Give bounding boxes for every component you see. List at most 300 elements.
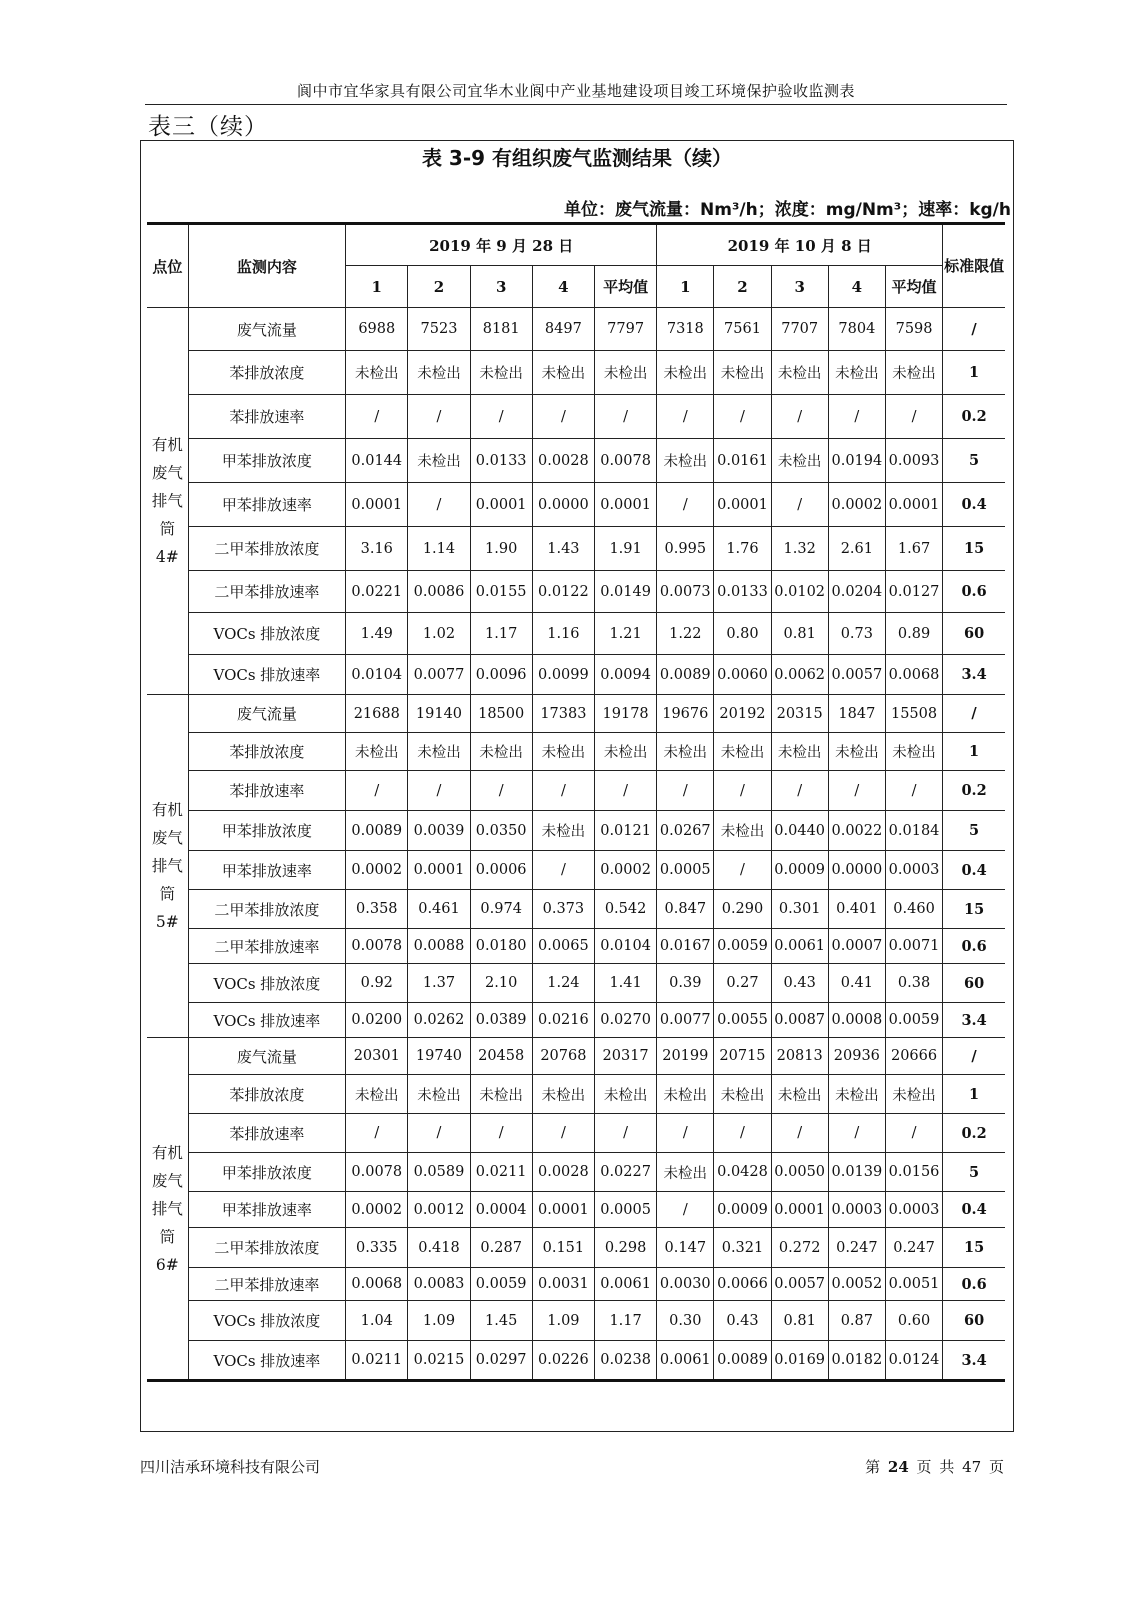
table-row: [147, 1075, 1005, 1114]
column-header-sample: 1: [346, 266, 408, 308]
value-cell: 未检出: [771, 351, 828, 395]
table-row: [147, 1153, 1005, 1192]
value-cell: 0.0086: [408, 571, 470, 613]
value-cell: 未检出: [714, 351, 771, 395]
value-cell: 0.287: [470, 1228, 532, 1268]
value-cell: 1.32: [771, 527, 828, 571]
value-cell: 未检出: [408, 351, 470, 395]
limit-cell: 0.2: [943, 395, 1005, 439]
column-header-point: 点位: [147, 224, 188, 308]
value-cell: 1.14: [408, 527, 470, 571]
item-label-cell: 二甲苯排放浓度: [188, 890, 346, 929]
table-row: [147, 1192, 1005, 1228]
limit-cell: 1: [943, 733, 1005, 771]
item-label-cell: 废气流量: [188, 308, 346, 351]
limit-cell: 5: [943, 439, 1005, 483]
item-label-cell: 甲苯排放速率: [188, 851, 346, 890]
value-cell: 0.0078: [346, 929, 408, 964]
limit-cell: /: [943, 695, 1005, 733]
item-label-cell: VOCs 排放速率: [188, 1003, 346, 1038]
value-cell: 1.21: [594, 613, 656, 655]
value-cell: /: [470, 1114, 532, 1153]
limit-cell: 60: [943, 1301, 1005, 1341]
item-label-cell: VOCs 排放浓度: [188, 613, 346, 655]
table-row: [147, 613, 1005, 655]
value-cell: 0.0028: [532, 439, 594, 483]
limit-cell: 0.2: [943, 771, 1005, 811]
value-cell: 1.43: [532, 527, 594, 571]
value-cell: 未检出: [594, 733, 656, 771]
table-row: [147, 308, 1005, 351]
value-cell: 1.17: [594, 1301, 656, 1341]
column-header-sample: 4: [532, 266, 594, 308]
value-cell: 0.0182: [828, 1341, 885, 1381]
limit-cell: 5: [943, 1153, 1005, 1192]
value-cell: /: [828, 1114, 885, 1153]
value-cell: 未检出: [532, 1075, 594, 1114]
value-cell: 1.45: [470, 1301, 532, 1341]
value-cell: 0.0012: [408, 1192, 470, 1228]
value-cell: 0.0001: [470, 483, 532, 527]
table-row: [147, 1301, 1005, 1341]
value-cell: 0.0211: [346, 1341, 408, 1381]
value-cell: 未检出: [346, 1075, 408, 1114]
value-cell: 0.0221: [346, 571, 408, 613]
value-cell: 0.0039: [408, 811, 470, 851]
value-cell: 未检出: [828, 351, 885, 395]
value-cell: 1.02: [408, 613, 470, 655]
value-cell: 1.04: [346, 1301, 408, 1341]
value-cell: 1.16: [532, 613, 594, 655]
value-cell: 未检出: [408, 439, 470, 483]
value-cell: 0.0055: [714, 1003, 771, 1038]
value-cell: /: [657, 395, 714, 439]
value-cell: 0.0005: [594, 1192, 656, 1228]
value-cell: /: [714, 851, 771, 890]
value-cell: /: [408, 395, 470, 439]
value-cell: 0.0068: [346, 1268, 408, 1301]
value-cell: 1.17: [470, 613, 532, 655]
value-cell: 0.81: [771, 613, 828, 655]
limit-cell: 0.4: [943, 483, 1005, 527]
value-cell: 20315: [771, 695, 828, 733]
value-cell: 0.0059: [714, 929, 771, 964]
value-cell: 0.418: [408, 1228, 470, 1268]
value-cell: /: [346, 771, 408, 811]
value-cell: 0.60: [885, 1301, 942, 1341]
value-cell: /: [470, 395, 532, 439]
value-cell: 0.247: [885, 1228, 942, 1268]
value-cell: 0.0077: [408, 655, 470, 695]
value-cell: 0.0124: [885, 1341, 942, 1381]
value-cell: 1.76: [714, 527, 771, 571]
table-row: [147, 771, 1005, 811]
value-cell: 20715: [714, 1038, 771, 1075]
value-cell: 0.0096: [470, 655, 532, 695]
value-cell: 7707: [771, 308, 828, 351]
value-cell: 15508: [885, 695, 942, 733]
value-cell: /: [771, 771, 828, 811]
page-total: 47: [962, 1458, 982, 1476]
value-cell: 0.272: [771, 1228, 828, 1268]
page-suffix: 页: [988, 1458, 1004, 1476]
value-cell: 0.0030: [657, 1268, 714, 1301]
item-label-cell: 苯排放浓度: [188, 733, 346, 771]
table-title: 表 3-9 有组织废气监测结果（续）: [421, 146, 733, 170]
table-row: [147, 483, 1005, 527]
value-cell: 未检出: [885, 1075, 942, 1114]
value-cell: 未检出: [828, 1075, 885, 1114]
value-cell: 8181: [470, 308, 532, 351]
column-header-sample: 3: [771, 266, 828, 308]
table-row: [147, 851, 1005, 890]
value-cell: 0.39: [657, 964, 714, 1003]
value-cell: 20936: [828, 1038, 885, 1075]
value-cell: 0.0007: [828, 929, 885, 964]
value-cell: 0.0001: [714, 483, 771, 527]
footer-page-info: [865, 1456, 1004, 1477]
value-cell: 未检出: [657, 351, 714, 395]
value-cell: 0.0059: [885, 1003, 942, 1038]
value-cell: 7804: [828, 308, 885, 351]
value-cell: 未检出: [657, 439, 714, 483]
table-row: [147, 571, 1005, 613]
value-cell: /: [885, 1114, 942, 1153]
value-cell: 20301: [346, 1038, 408, 1075]
value-cell: 0.0088: [408, 929, 470, 964]
value-cell: 0.0262: [408, 1003, 470, 1038]
value-cell: 0.73: [828, 613, 885, 655]
value-cell: 0.0180: [470, 929, 532, 964]
limit-cell: 3.4: [943, 1003, 1005, 1038]
value-cell: 0.43: [771, 964, 828, 1003]
item-label-cell: 苯排放浓度: [188, 351, 346, 395]
item-label-cell: 甲苯排放速率: [188, 1192, 346, 1228]
table-row: [147, 1341, 1005, 1381]
value-cell: 0.92: [346, 964, 408, 1003]
monitoring-table: [147, 222, 1005, 1382]
value-cell: /: [408, 483, 470, 527]
value-cell: 0.0161: [714, 439, 771, 483]
item-label-cell: 二甲苯排放速率: [188, 571, 346, 613]
value-cell: 0.30: [657, 1301, 714, 1341]
value-cell: 0.0440: [771, 811, 828, 851]
value-cell: /: [714, 1114, 771, 1153]
value-cell: 0.0149: [594, 571, 656, 613]
value-cell: 未检出: [594, 1075, 656, 1114]
value-cell: 0.0008: [828, 1003, 885, 1038]
value-cell: 0.298: [594, 1228, 656, 1268]
value-cell: 0.0204: [828, 571, 885, 613]
value-cell: 0.0156: [885, 1153, 942, 1192]
value-cell: 0.81: [771, 1301, 828, 1341]
value-cell: 0.27: [714, 964, 771, 1003]
value-cell: 未检出: [657, 733, 714, 771]
value-cell: 0.38: [885, 964, 942, 1003]
value-cell: 1.24: [532, 964, 594, 1003]
value-cell: 0.0227: [594, 1153, 656, 1192]
value-cell: 1.49: [346, 613, 408, 655]
limit-cell: 60: [943, 613, 1005, 655]
value-cell: 1.67: [885, 527, 942, 571]
value-cell: 0.0003: [828, 1192, 885, 1228]
value-cell: 0.0002: [828, 483, 885, 527]
value-cell: 0.0169: [771, 1341, 828, 1381]
column-header-sample: 3: [470, 266, 532, 308]
value-cell: 0.0000: [532, 483, 594, 527]
value-cell: /: [346, 395, 408, 439]
value-cell: 0.80: [714, 613, 771, 655]
limit-cell: 3.4: [943, 1341, 1005, 1381]
table-row: [147, 527, 1005, 571]
value-cell: 7561: [714, 308, 771, 351]
limit-cell: 15: [943, 890, 1005, 929]
value-cell: /: [346, 1114, 408, 1153]
value-cell: 0.0003: [885, 851, 942, 890]
item-label-cell: 苯排放浓度: [188, 1075, 346, 1114]
value-cell: 0.0350: [470, 811, 532, 851]
value-cell: 0.974: [470, 890, 532, 929]
value-cell: 20666: [885, 1038, 942, 1075]
value-cell: /: [594, 1114, 656, 1153]
group-point-cell: 有机废气排气筒 5#: [147, 695, 188, 1038]
value-cell: 0.0057: [828, 655, 885, 695]
value-cell: 0.0077: [657, 1003, 714, 1038]
value-cell: 0.461: [408, 890, 470, 929]
limit-cell: 5: [943, 811, 1005, 851]
value-cell: 0.0071: [885, 929, 942, 964]
table-row: [147, 929, 1005, 964]
value-cell: 0.151: [532, 1228, 594, 1268]
value-cell: 20317: [594, 1038, 656, 1075]
value-cell: /: [594, 395, 656, 439]
value-cell: /: [885, 771, 942, 811]
item-label-cell: VOCs 排放浓度: [188, 964, 346, 1003]
value-cell: 0.460: [885, 890, 942, 929]
value-cell: /: [828, 395, 885, 439]
value-cell: 19740: [408, 1038, 470, 1075]
value-cell: 2.61: [828, 527, 885, 571]
value-cell: 0.0002: [346, 1192, 408, 1228]
value-cell: 0.995: [657, 527, 714, 571]
table-row: [147, 733, 1005, 771]
value-cell: 未检出: [885, 733, 942, 771]
group-point-cell: 有机废气排气筒 4#: [147, 308, 188, 695]
column-header-sample: 2: [408, 266, 470, 308]
value-cell: 0.87: [828, 1301, 885, 1341]
value-cell: 0.0238: [594, 1341, 656, 1381]
value-cell: 0.0001: [885, 483, 942, 527]
value-cell: 0.0589: [408, 1153, 470, 1192]
value-cell: 0.0104: [594, 929, 656, 964]
column-header-date2: 2019 年 10 月 8 日: [657, 224, 943, 266]
item-label-cell: 甲苯排放浓度: [188, 1153, 346, 1192]
table-row: [147, 1228, 1005, 1268]
value-cell: 20199: [657, 1038, 714, 1075]
table-row: [147, 1114, 1005, 1153]
value-cell: 0.0052: [828, 1268, 885, 1301]
value-cell: 20192: [714, 695, 771, 733]
limit-cell: 0.4: [943, 1192, 1005, 1228]
value-cell: 0.0028: [532, 1153, 594, 1192]
value-cell: 0.0093: [885, 439, 942, 483]
column-header-sample: 4: [828, 266, 885, 308]
value-cell: 0.0155: [470, 571, 532, 613]
value-cell: 1.37: [408, 964, 470, 1003]
value-cell: 未检出: [714, 733, 771, 771]
value-cell: 0.0133: [714, 571, 771, 613]
value-cell: 0.0139: [828, 1153, 885, 1192]
limit-cell: /: [943, 308, 1005, 351]
value-cell: 未检出: [657, 1153, 714, 1192]
item-label-cell: 苯排放速率: [188, 1114, 346, 1153]
value-cell: 0.0051: [885, 1268, 942, 1301]
value-cell: 0.0078: [346, 1153, 408, 1192]
limit-cell: 60: [943, 964, 1005, 1003]
value-cell: 7797: [594, 308, 656, 351]
value-cell: 0.0001: [346, 483, 408, 527]
value-cell: 0.373: [532, 890, 594, 929]
value-cell: 1.09: [532, 1301, 594, 1341]
value-cell: 未检出: [346, 733, 408, 771]
value-cell: 0.147: [657, 1228, 714, 1268]
page-mid: 页 共: [916, 1458, 955, 1476]
limit-cell: 3.4: [943, 655, 1005, 695]
value-cell: 未检出: [532, 811, 594, 851]
value-cell: 0.0006: [470, 851, 532, 890]
value-cell: 0.335: [346, 1228, 408, 1268]
value-cell: 0.0078: [594, 439, 656, 483]
value-cell: 0.0031: [532, 1268, 594, 1301]
value-cell: 0.0267: [657, 811, 714, 851]
value-cell: 20813: [771, 1038, 828, 1075]
value-cell: /: [714, 771, 771, 811]
table-row: [147, 351, 1005, 395]
item-label-cell: 苯排放速率: [188, 771, 346, 811]
value-cell: 未检出: [470, 733, 532, 771]
limit-cell: 0.6: [943, 929, 1005, 964]
value-cell: 0.0001: [532, 1192, 594, 1228]
value-cell: 未检出: [771, 733, 828, 771]
page-prefix: 第: [865, 1458, 881, 1476]
value-cell: 0.847: [657, 890, 714, 929]
table-row: [147, 395, 1005, 439]
value-cell: 0.0002: [346, 851, 408, 890]
value-cell: 0.0061: [771, 929, 828, 964]
value-cell: /: [532, 395, 594, 439]
value-cell: 2.10: [470, 964, 532, 1003]
value-cell: /: [771, 395, 828, 439]
table-row: [147, 655, 1005, 695]
value-cell: 0.358: [346, 890, 408, 929]
value-cell: 19178: [594, 695, 656, 733]
column-header-sample: 1: [657, 266, 714, 308]
value-cell: 未检出: [885, 351, 942, 395]
value-cell: /: [470, 771, 532, 811]
table-row: [147, 811, 1005, 851]
value-cell: /: [532, 1114, 594, 1153]
value-cell: 0.0184: [885, 811, 942, 851]
limit-cell: 0.4: [943, 851, 1005, 890]
value-cell: 0.0089: [346, 811, 408, 851]
value-cell: 18500: [470, 695, 532, 733]
column-header-average: 平均值: [885, 266, 942, 308]
value-cell: 0.0094: [594, 655, 656, 695]
value-cell: 0.0001: [594, 483, 656, 527]
value-cell: 0.290: [714, 890, 771, 929]
value-cell: 7598: [885, 308, 942, 351]
table-row: [147, 890, 1005, 929]
value-cell: 1.90: [470, 527, 532, 571]
item-label-cell: 二甲苯排放浓度: [188, 527, 346, 571]
value-cell: 未检出: [714, 1075, 771, 1114]
value-cell: 0.0065: [532, 929, 594, 964]
value-cell: 未检出: [408, 1075, 470, 1114]
value-cell: 0.0022: [828, 811, 885, 851]
value-cell: /: [657, 771, 714, 811]
value-cell: 0.0001: [771, 1192, 828, 1228]
value-cell: 0.0122: [532, 571, 594, 613]
table-row: [147, 1268, 1005, 1301]
value-cell: 0.0068: [885, 655, 942, 695]
value-cell: 未检出: [470, 1075, 532, 1114]
item-label-cell: 甲苯排放速率: [188, 483, 346, 527]
value-cell: 0.247: [828, 1228, 885, 1268]
value-cell: 19676: [657, 695, 714, 733]
value-cell: 0.542: [594, 890, 656, 929]
value-cell: 0.0001: [408, 851, 470, 890]
value-cell: 未检出: [346, 351, 408, 395]
item-label-cell: 废气流量: [188, 1038, 346, 1075]
value-cell: /: [828, 771, 885, 811]
value-cell: 0.0002: [594, 851, 656, 890]
column-header-date1: 2019 年 9 月 28 日: [346, 224, 657, 266]
value-cell: 0.0270: [594, 1003, 656, 1038]
limit-cell: 15: [943, 527, 1005, 571]
unit-note: 单位：废气流量：Nm³/h；浓度：mg/Nm³；速率：kg/h: [564, 200, 1011, 220]
value-cell: 0.0104: [346, 655, 408, 695]
value-cell: 0.0216: [532, 1003, 594, 1038]
table-row: [147, 1003, 1005, 1038]
value-cell: 0.0428: [714, 1153, 771, 1192]
value-cell: 19140: [408, 695, 470, 733]
value-cell: 0.0009: [714, 1192, 771, 1228]
column-header-limit: 标准限值: [943, 224, 1005, 308]
value-cell: 0.0003: [885, 1192, 942, 1228]
value-cell: 6988: [346, 308, 408, 351]
value-cell: 未检出: [714, 811, 771, 851]
item-label-cell: 废气流量: [188, 695, 346, 733]
header-row-dates: [147, 224, 1005, 266]
value-cell: 0.0059: [470, 1268, 532, 1301]
value-cell: 8497: [532, 308, 594, 351]
value-cell: /: [594, 771, 656, 811]
limit-cell: 0.6: [943, 571, 1005, 613]
value-cell: 未检出: [532, 733, 594, 771]
value-cell: /: [408, 1114, 470, 1153]
column-header-sample: 2: [714, 266, 771, 308]
value-cell: 0.0061: [657, 1341, 714, 1381]
value-cell: 0.0099: [532, 655, 594, 695]
value-cell: /: [532, 771, 594, 811]
page-number: 24: [887, 1458, 909, 1476]
value-cell: 0.0127: [885, 571, 942, 613]
value-cell: 0.0389: [470, 1003, 532, 1038]
value-cell: 7318: [657, 308, 714, 351]
value-cell: 0.301: [771, 890, 828, 929]
value-cell: 21688: [346, 695, 408, 733]
item-label-cell: VOCs 排放浓度: [188, 1301, 346, 1341]
